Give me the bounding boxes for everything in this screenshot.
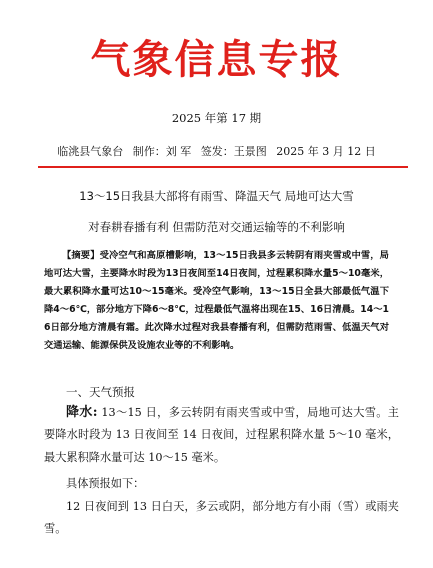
- headline-line1: 13～15日我县大部将有雨雪、降温天气 局地可达大雪: [79, 189, 354, 203]
- issuer: 签发：王景图: [200, 145, 267, 158]
- section-title-forecast: 一、天气预报: [66, 385, 135, 399]
- red-divider: [38, 166, 408, 168]
- detail-paragraph: 12 日夜间到 13 日白天，多云或阴，部分地方有小雨（雪）或雨夹雪。: [44, 500, 399, 536]
- precipitation-text: 13～15 日，多云转阴有雨夹雪或中雪，局地可达大雪。主要降水时段为 13 日夜间至 14 日夜间，过程累积降水量 5～10 毫米，最大累积降水量可达 10～15 毫米。: [44, 406, 399, 464]
- detail-title: 具体预报如下：: [66, 477, 145, 490]
- abstract-label: 【摘要】: [62, 250, 100, 261]
- issuer-info: [0, 145, 433, 159]
- abstract: [44, 247, 389, 356]
- headline-line2: 对春耕春播有利 但需防范对交通运输等的不利影响: [88, 220, 345, 234]
- precipitation-paragraph: [44, 402, 399, 469]
- author: 制作：刘 军: [132, 145, 192, 158]
- issue-date: 2025 年 3 月 12 日: [276, 145, 376, 158]
- agency: 临洮县气象台: [57, 145, 124, 158]
- issue-number: 2025 年第 17 期: [171, 111, 262, 125]
- precipitation-label: 降水:: [66, 405, 98, 420]
- abstract-text: 受冷空气和高原槽影响，13～15日我县多云转阴有雨夹雪或中雪，局地可达大雪，主要降水时段为13日夜间至14日夜间，过程累积降水量5～10毫米，最大累积降水量可达10～15毫米。受冷空气影响，13～15日全县大部最低气温下降4～6℃，部分地方下降6～8℃，过程最低气温将出现在15、16日清晨。14～16日部分地方清晨有霜。此次降水过程对我县春播有利，但需防范雨雪、低温天气对交通运输、能源保供及设施农业等的不利影响。: [44, 250, 389, 352]
- masthead-title: 气象信息专报: [90, 36, 343, 83]
